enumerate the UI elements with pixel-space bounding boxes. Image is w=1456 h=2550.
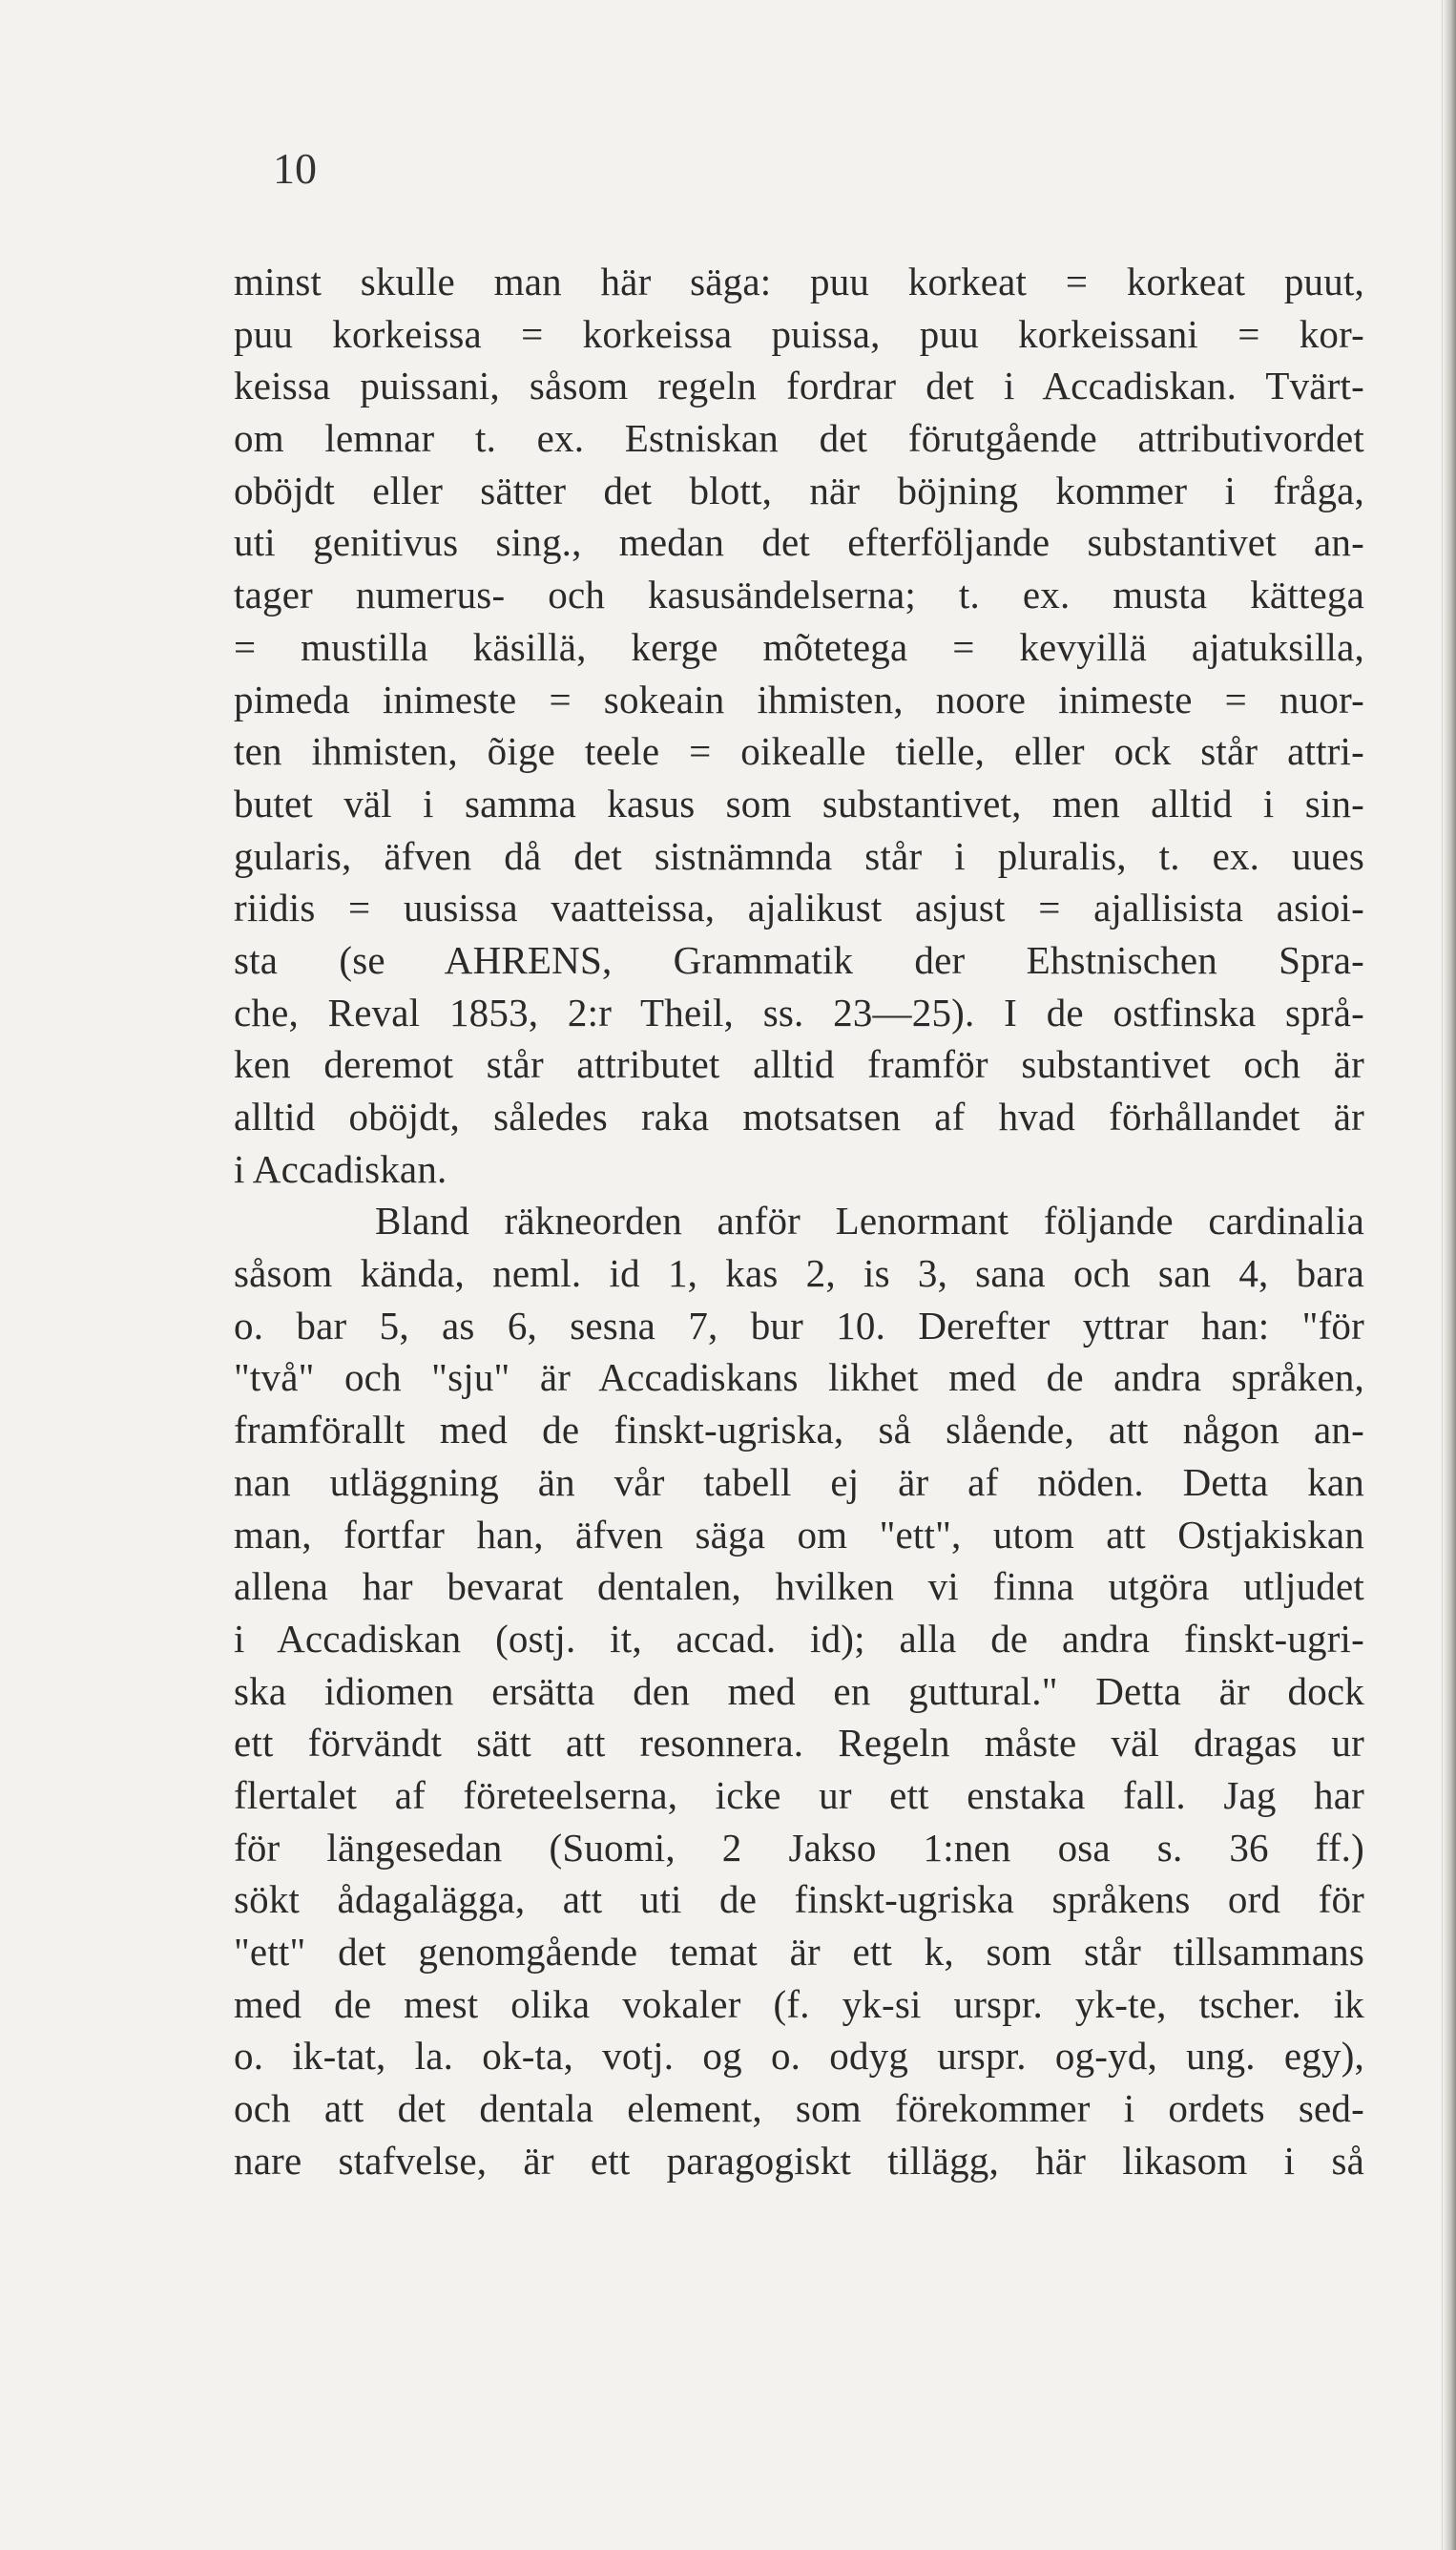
text-line: = mustilla käsillä, kerge mõtetega = kevyillä ajatuksilla, [234, 624, 1364, 669]
text-line: sta (se AHRENS, Grammatik der Ehstnischen Spra- [234, 937, 1364, 982]
text-line: minst skulle man här säga: puu korkeat = korkeat puut, [234, 260, 1364, 303]
text-line: framförallt med de finskt-ugriska, så slående, att någon an- [234, 1408, 1364, 1453]
text-line: sökt ådagalägga, att uti de finskt-ugriska språkens ord för [234, 1877, 1364, 1922]
text-line: gularis, äfven då det sistnämnda står i pluralis, t. ex. uues [234, 833, 1364, 878]
text-line: i Accadiskan. [234, 1146, 447, 1191]
text-line: tager numerus- och kasusändelserna; t. ex. musta kättega [234, 573, 1364, 617]
paragraph-start-line: Bland räkneorden anför Lenormant följande cardinalia [375, 1199, 1364, 1244]
text-line: nare stafvelse, är ett paragogiskt tillägg, här likasom i så [234, 2138, 1364, 2183]
text-line: om lemnar t. ex. Estniskan det förutgående attributivordet [234, 416, 1364, 461]
text-line: såsom kända, neml. id 1, kas 2, is 3, sana och san 4, bara [234, 1251, 1364, 1296]
text-line: alltid oböjdt, således raka motsatsen af hvad förhållandet är [234, 1095, 1364, 1139]
text-line: flertalet af företeelserna, icke ur ett enstaka fall. Jag har [234, 1772, 1364, 1817]
text-line: ken deremot står attributet alltid framför substantivet och är [234, 1042, 1364, 1087]
text-line: keissa puissani, såsom regeln fordrar det i Accadiskan. Tvärt- [234, 364, 1364, 408]
text-line: och att det dentala element, som förekommer i ordets sed- [234, 2086, 1364, 2131]
page-number: 10 [273, 144, 317, 193]
text-line: ten ihmisten, õige teele = oikealle tielle, eller ock står attri- [234, 729, 1364, 774]
text-line: "två" och "sju" är Accadiskans likhet med de andra språken, [234, 1355, 1364, 1400]
page-edge [1443, 0, 1456, 2550]
text-line: riidis = uusissa vaatteissa, ajalikust asjust = ajallisista asioi- [234, 886, 1364, 930]
text-line: med de mest olika vokaler (f. yk-si urspr. yk-te, tscher. ik [234, 1981, 1364, 2026]
text-line: butet väl i samma kasus som substantivet, men alltid i sin- [234, 781, 1364, 826]
body-text [234, 256, 1364, 2186]
text-line: "ett" det genomgående temat är ett k, som står tillsammans [234, 1930, 1364, 1974]
text-line: ett förvändt sätt att resonnera. Regeln måste väl dragas ur [234, 1721, 1364, 1766]
text-line: o. bar 5, as 6, sesna 7, bur 10. Derefter yttrar han: "för [234, 1303, 1364, 1348]
text-line: oböjdt eller sätter det blott, när böjning kommer i fråga, [234, 468, 1364, 512]
text-line: che, Reval 1853, 2:r Theil, ss. 23—25). I de ostfinska språ- [234, 990, 1364, 1035]
text-line: man, fortfar han, äfven säga om "ett", utom att Ostjakiskan [234, 1512, 1364, 1557]
text-line: pimeda inimeste = sokeain ihmisten, noore inimeste = nuor- [234, 677, 1364, 721]
text-line: o. ik-tat, la. ok-ta, votj. og o. odyg urspr. og-yd, ung. egy), [234, 2034, 1364, 2079]
text-line: puu korkeissa = korkeissa puissa, puu korkeissani = kor- [234, 311, 1364, 356]
text-line: nan utläggning än vår tabell ej är af nöden. Detta kan [234, 1459, 1364, 1504]
text-line: uti genitivus sing., medan det efterföljande substantivet an- [234, 520, 1364, 565]
text-line: ska idiomen ersätta den med en guttural." Detta är dock [234, 1668, 1364, 1713]
text-line: i Accadiskan (ostj. it, accad. id); alla de andra finskt-ugri- [234, 1616, 1364, 1661]
text-line: allena har bevarat dentalen, hvilken vi finna utgöra utljudet [234, 1564, 1364, 1609]
text-line: för längesedan (Suomi, 2 Jakso 1:nen osa s. 36 ff.) [234, 1825, 1364, 1870]
